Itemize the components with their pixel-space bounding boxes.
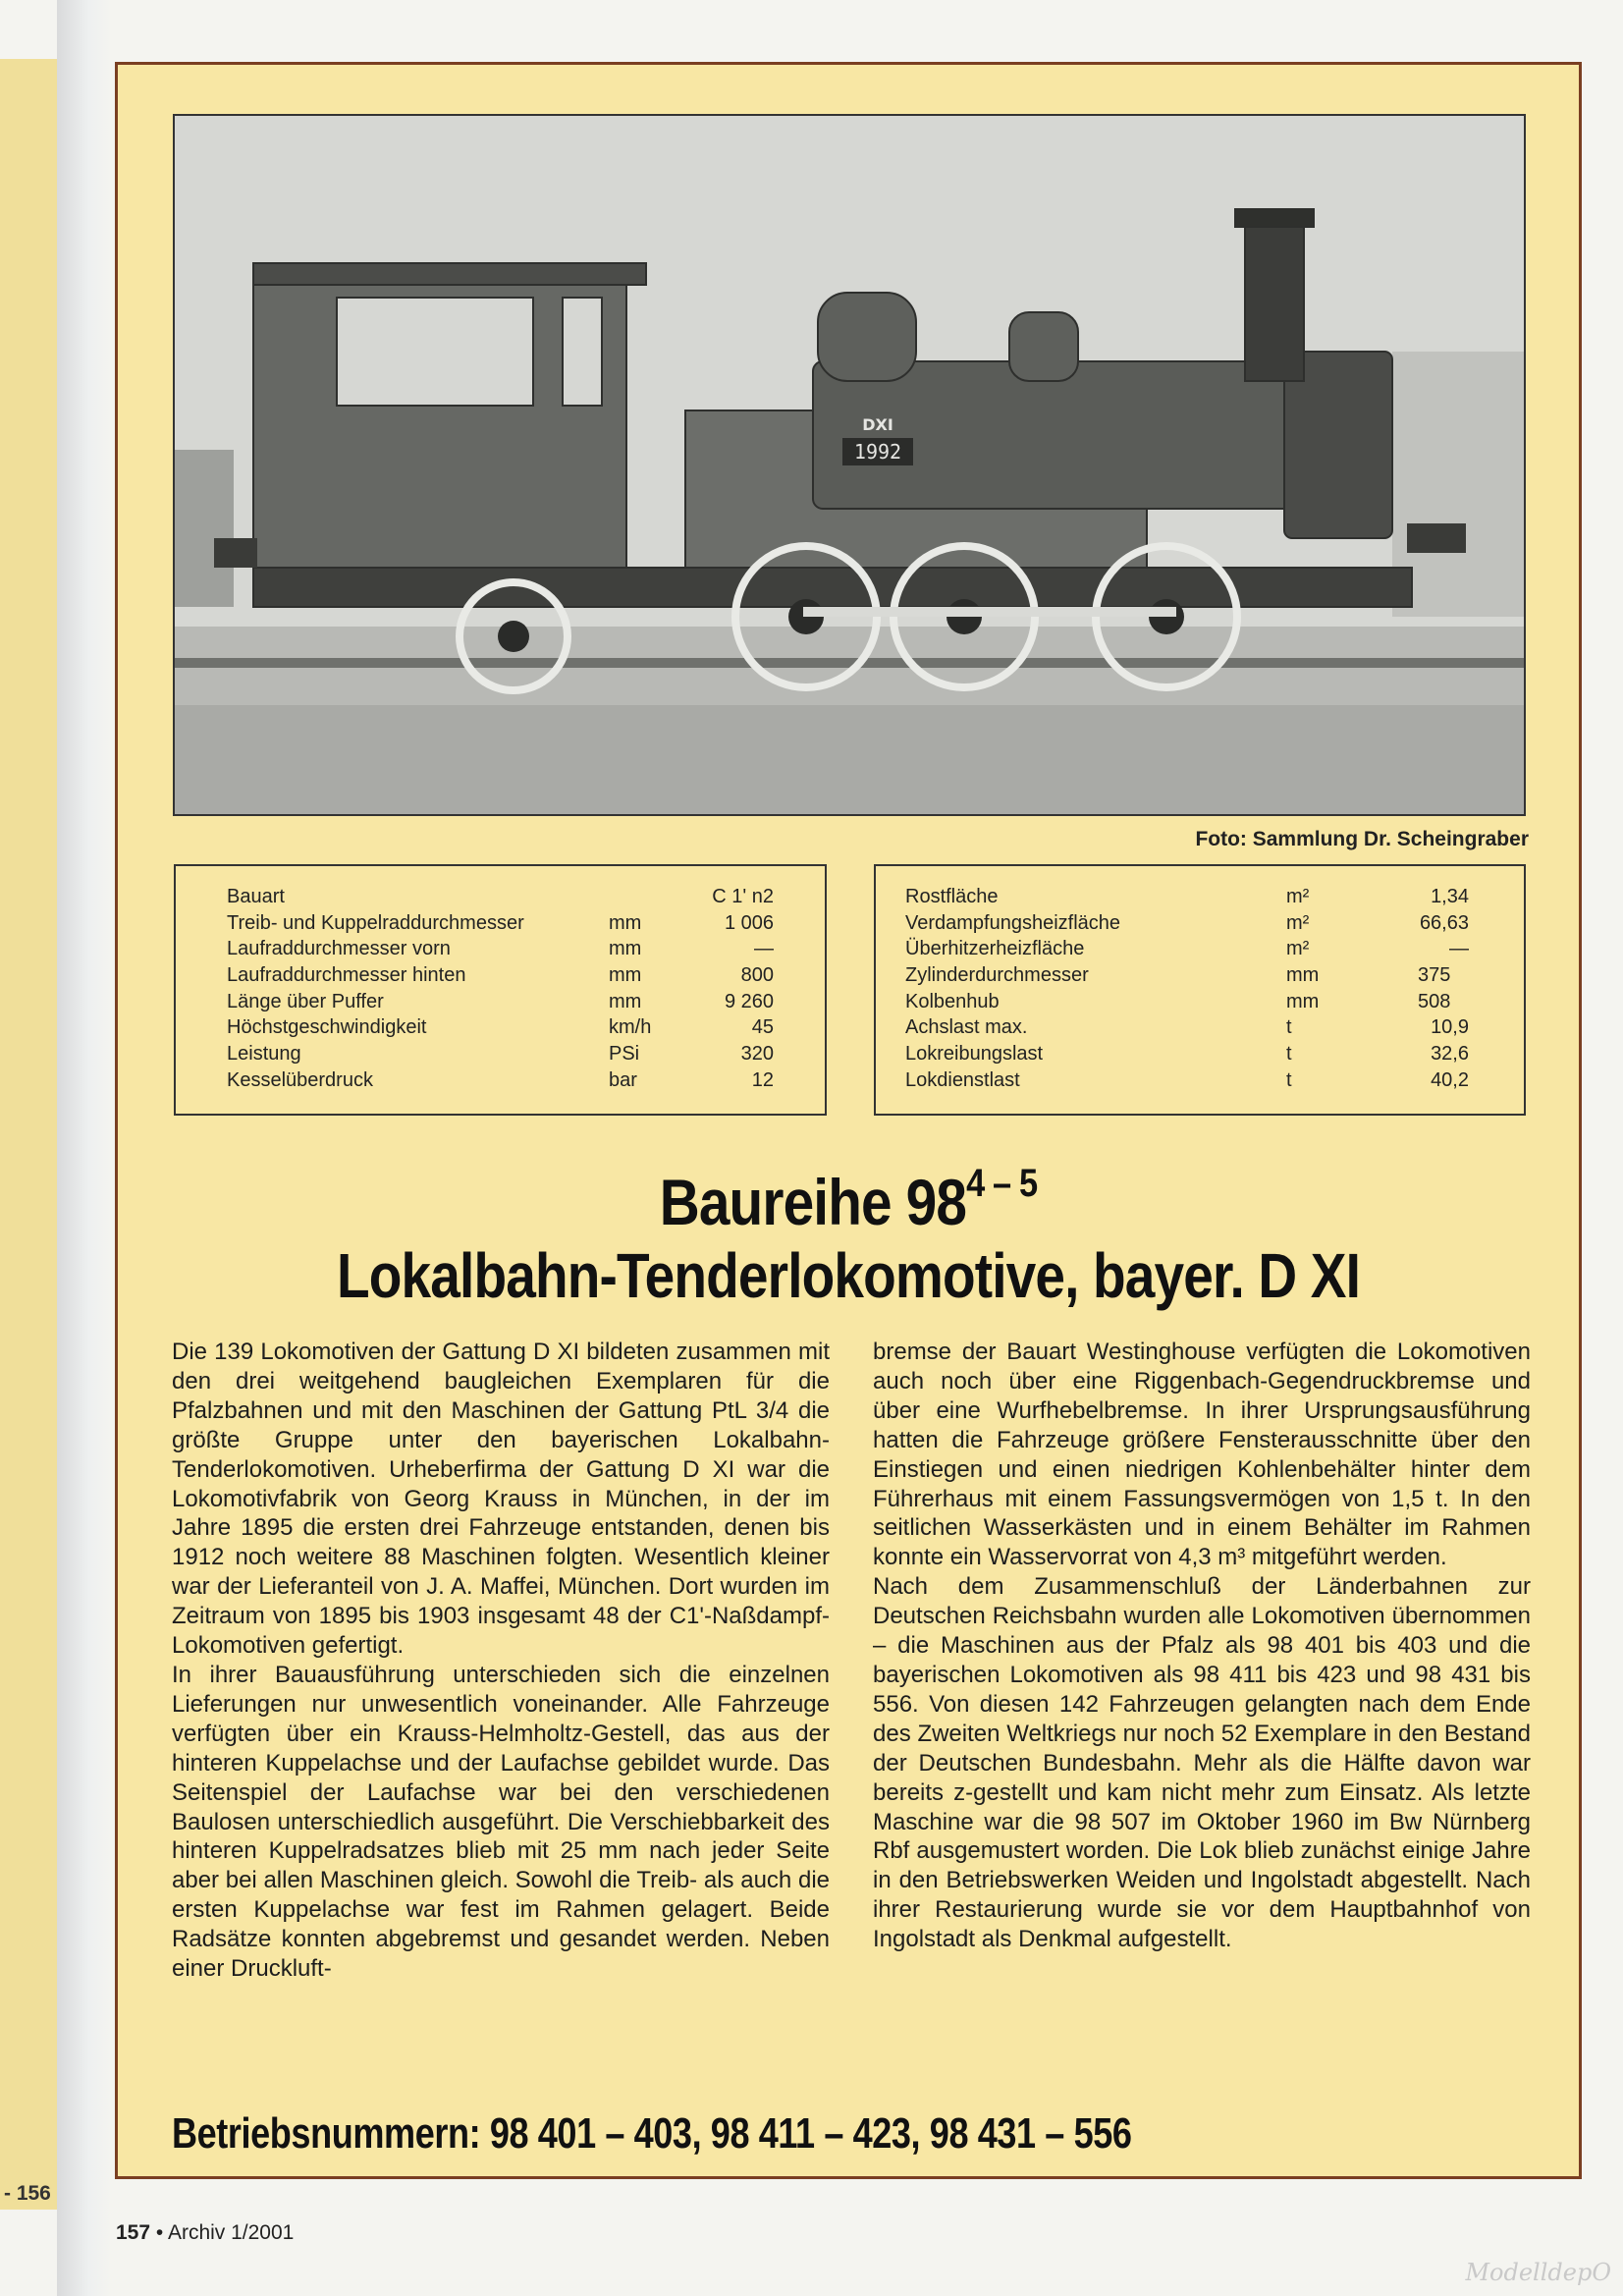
locomotive-photo [173,114,1526,816]
table-row [176,884,825,910]
table-row [176,962,825,989]
spec-table-left [174,864,827,1116]
page-number: 157 [116,2221,151,2244]
spec-value: — [754,938,774,960]
spec-value: 40,2 [1431,1068,1469,1091]
spec-label: Lokdienstlast [905,1068,1020,1091]
table-row [176,989,825,1015]
spec-value: 9 260 [724,990,774,1012]
table-row [876,1041,1524,1067]
spec-unit: m² [1286,886,1310,907]
spec-label: Bauart [227,886,285,907]
paragraph: Nach dem Zusammenschluß der Länderbahnen zur Deutschen Reichsbahn wurden alle Lokomotiven übernommen – die Maschinen aus der Pfalz als 98 401 bis 403 und die bayerischen Lokomotiven als 98 411 bis 423 und 98 431 bis 556. Von diesen 142 Fahrzeugen gelangten nach dem Ende des Zweiten Weltkriegs nur noch 52 Exemplare in den Bestand der Deutschen Bundesbahn. Mehr als die Hälfte davon war bereits z-gestellt und kam nicht mehr zum Einsatz. Als letzte Maschine war die 98 507 im Oktober 1960 im Bw Nürnberg Rbf ausgemustert worden. Die Lok blieb zunächst einige Jahre in den Betriebswerken Weiden und Ingolstadt abgestellt. Nach ihrer Restaurierung wurde sie vor dem Hauptbahnhof von Ingolstadt als Denkmal aufgestellt. [873,1573,1531,1953]
class-plate: DXI [862,415,893,434]
spec-unit: mm [609,911,642,934]
folio-separator: • [155,2221,164,2244]
photo-credit: Foto: Sammlung Dr. Scheingraber [1195,828,1529,850]
table-row [176,1014,825,1041]
spec-label: Zylinderdurchmesser [905,964,1089,987]
watermark: ModelldepO [1465,2259,1611,2286]
spec-label: Höchstgeschwindigkeit [227,1016,427,1039]
table-row [176,1067,825,1094]
spec-value: 508 [1418,990,1451,1012]
spec-unit: bar [609,1068,637,1091]
page-footer [116,2221,294,2245]
spec-table-right [874,864,1526,1116]
spec-unit: m² [1286,911,1310,934]
article-subtitle: Lokalbahn-Tenderlokomotive, bayer. D XI [336,1240,1361,1311]
spec-value: 12 [751,1068,774,1091]
article-title [218,1162,1480,1239]
spec-label: Achslast max. [905,1016,1028,1039]
body-column-right [873,1338,1531,1954]
table-row [176,936,825,962]
spec-unit: t [1286,1043,1292,1066]
spec-label: Verdampfungsheizfläche [905,911,1121,934]
table-row [876,936,1524,962]
locomotive-illustration [175,116,1524,814]
spec-value: 1,34 [1431,886,1469,907]
spec-value: 32,6 [1431,1043,1469,1066]
spec-label: Kesselüberdruck [227,1068,373,1091]
table-row [876,884,1524,910]
table-row [176,910,825,937]
spec-label: Kolbenhub [905,990,1000,1012]
spec-unit: m² [1286,938,1310,960]
spec-label: Rostfläche [905,886,999,907]
spec-label: Lokreibungslast [905,1043,1044,1066]
spec-unit: mm [609,964,642,987]
spec-label: Laufraddurchmesser hinten [227,964,466,987]
spec-label: Überhitzerheizfläche [905,938,1085,960]
spec-value: 800 [740,964,774,987]
issue-label: Archiv 1/2001 [167,2221,295,2244]
spec-value: 66,63 [1419,911,1469,934]
previous-page-number: - 156 [4,2182,51,2205]
spec-unit: PSi [609,1043,640,1066]
spec-unit: mm [1286,990,1320,1012]
table-row [176,1041,825,1067]
spec-value: 10,9 [1431,1016,1469,1039]
table-row [876,1067,1524,1094]
previous-page-edge [0,59,60,2210]
operating-numbers: Betriebsnummern: 98 401 – 403, 98 411 – 423, 98 431 – 556 [172,2109,1132,2158]
spec-unit: km/h [609,1016,652,1039]
spec-value: 375 [1418,964,1451,987]
spec-value: 320 [740,1043,774,1066]
spec-value: — [1449,938,1469,960]
table-row [876,910,1524,937]
spec-value: C 1' n2 [712,886,774,907]
paragraph: In ihrer Bauausführung unterschieden sich die einzelnen Lieferungen nur unwesentlich voneinander. Alle Fahrzeuge verfügten über ein Krauss-Helmholtz-Gestell, das aus der hinteren Kuppelachse und der Laufachse gebildet wurde. Das Seitenspiel der Laufachse war bei den verschiedenen Baulosen unterschiedlich ausgeführt. Die Verschiebbarkeit des hinteren Kuppelradsatzes blieb mit 25 mm nach jeder Seite aber bei allen Maschinen gleich. Sowohl die Treib- als auch die ersten Kuppelachse war fest im Rahmen gelagert. Beide Radsätze konnten abgebremst und gesandet werden. Neben einer Druckluft- [172,1661,830,1983]
spec-unit: mm [609,990,642,1012]
table-row [876,1014,1524,1041]
spec-unit: mm [1286,964,1320,987]
spec-label: Laufraddurchmesser vorn [227,938,451,960]
body-column-left [172,1338,830,1984]
spec-label: Länge über Puffer [227,990,384,1012]
spec-value: 1 006 [724,911,774,934]
table-row [876,989,1524,1015]
spec-label: Leistung [227,1043,301,1066]
paragraph: Die 139 Lokomotiven der Gattung D XI bildeten zusammen mit den drei weitgehend baugleichen Exemplaren für die Pfalzbahnen und mit den Maschinen der Gattung PtL 3/4 die größte Gruppe unter den bayerischen Lokalbahn-Tenderlokomotiven. Urheberfirma der Gattung D XI war die Lokomotivfabrik von Georg Krauss in München, in der im Jahre 1895 die ersten drei Fahrzeuge entstanden, denen bis 1912 noch weitere 88 Maschinen folgten. Wesentlich kleiner war der Lieferanteil von J. A. Maffei, München. Dort wurden im Zeitraum von 1895 bis 1903 insgesamt 48 der C1'-Naßdampf-Lokomotiven gefertigt. [172,1339,830,1660]
paragraph: bremse der Bauart Westinghouse verfügten die Lokomotiven auch noch über eine Riggenbach-Gegendruckbremse und über eine Wurfhebelbremse. In ihrer Ursprungsausführung hatten die Fahrzeuge größere Fensterausschnitte über den Einstiegen und einen niedrigen Kohlenbehälter hinter dem Führerhaus mit einem Fassungsvermögen von 1,5 t. In den seitlichen Wasserkästen und in einem Behälter im Rahmen konnte ein Wasservorrat von 4,3 m³ mitgeführt werden. [873,1339,1531,1571]
spec-unit: t [1286,1068,1292,1091]
title-text: Baureihe 98 [659,1166,967,1238]
spec-value: 45 [751,1016,774,1039]
page-gutter [57,0,111,2296]
spec-unit: t [1286,1016,1292,1039]
spec-label: Treib- und Kuppelraddurchmesser [227,911,524,934]
table-row [876,962,1524,989]
title-superscript: 4 – 5 [966,1162,1038,1205]
spec-unit: mm [609,938,642,960]
number-plate: 1992 [853,440,902,464]
